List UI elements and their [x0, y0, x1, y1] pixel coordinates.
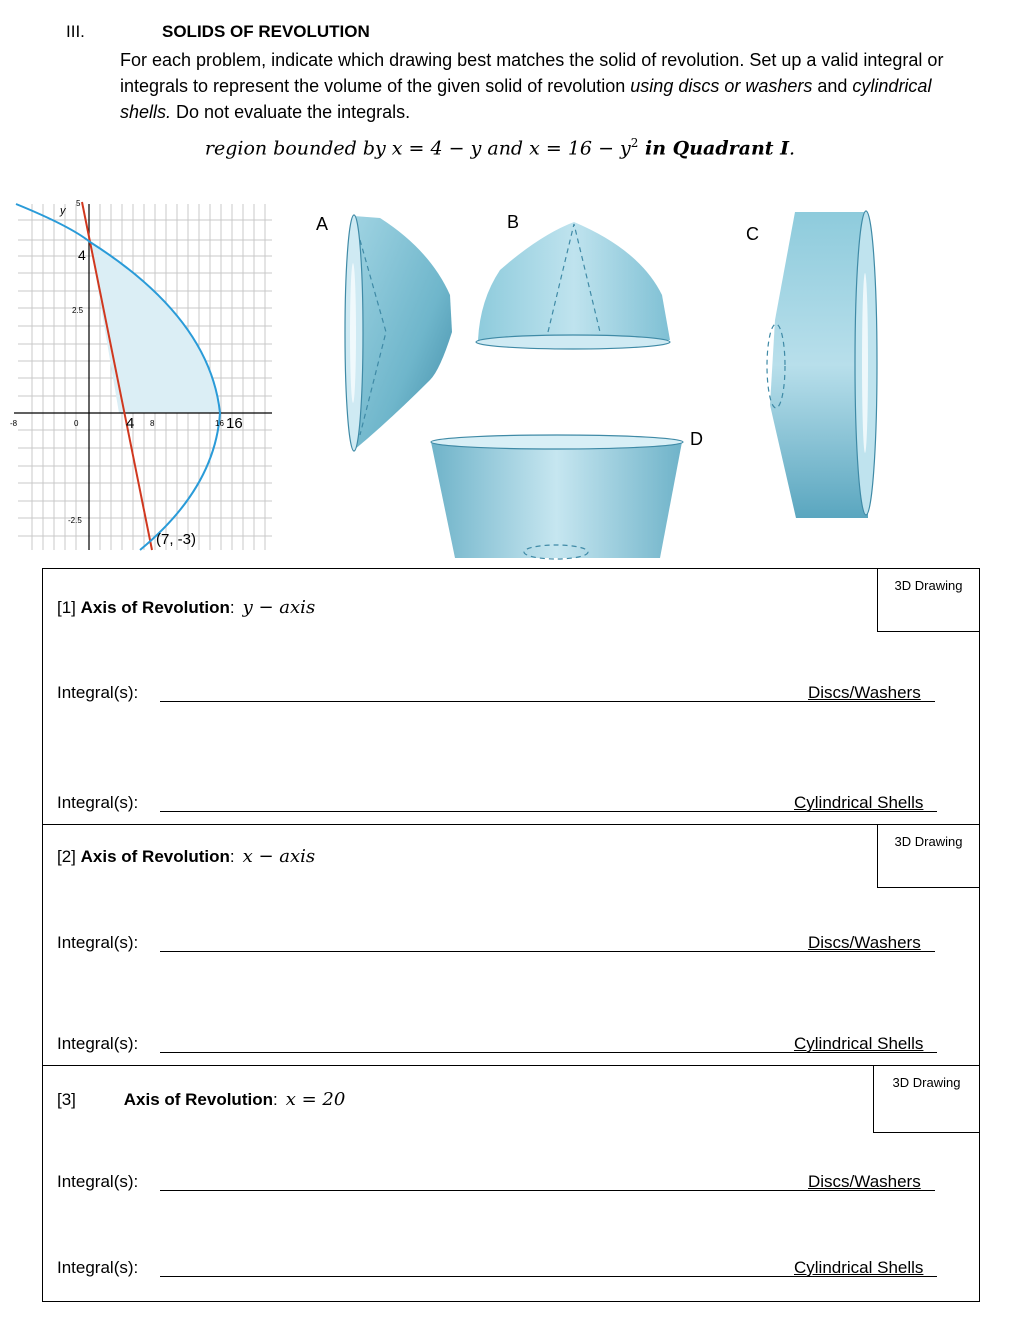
solid-d-top [431, 435, 683, 449]
region-quadrant: in Quadrant I [638, 137, 790, 160]
solid-d-body [431, 442, 682, 558]
problem-1-number: [1] [57, 598, 76, 617]
problem-1-axis-label: Axis of Revolution [80, 598, 230, 617]
instructions-text-1: For each problem, indicate which drawing best matches the solid of revolution. Set up a valid integral or integrals to represent the volume of the given solid of revolution [120, 50, 944, 96]
instructions-emphasis-2: cylindrical shells. [120, 76, 932, 122]
solid-d-label: D [690, 429, 703, 449]
tick-y-2-5: 2.5 [72, 306, 84, 315]
section-title: SOLIDS OF REVOLUTION [162, 22, 370, 41]
solid-a-label: A [316, 214, 329, 234]
solid-a [316, 214, 452, 451]
problem-3-method-1: Discs/Washers [808, 1172, 921, 1191]
problem-2 [42, 824, 980, 1066]
tick-x-0: 0 [74, 419, 79, 428]
problem-2-drawing-box[interactable] [877, 824, 980, 888]
solid-d [431, 429, 703, 559]
region-statement [0, 136, 1000, 159]
solid-b [476, 212, 670, 349]
instructions-text-2: and [812, 76, 853, 96]
solid-c-label: C [746, 224, 759, 244]
problem-3-axis: [3] Axis of Revolution: x = 20 [57, 1089, 346, 1110]
problem-2-axis: [2] Axis of Revolution: x − axis [57, 846, 316, 867]
region-period: . [789, 137, 796, 160]
problem-3-integral-label-1: Integral(s): [57, 1172, 139, 1191]
problem-2-method-2: Cylindrical Shells [794, 1034, 924, 1053]
instructions [120, 47, 970, 125]
tick-y-top: 5 [76, 199, 81, 208]
tick-x-16-small: 16 [215, 419, 224, 428]
problem-1-drawing-label: 3D Drawing [894, 578, 963, 593]
solid-c-highlight [862, 273, 868, 453]
problem-2-axis-value: x − axis [242, 846, 316, 867]
problem-2-method-1: Discs/Washers [808, 933, 921, 952]
solids-drawings [300, 200, 900, 570]
problem-3 [42, 1065, 980, 1302]
problem-3-method-2: Cylindrical Shells [794, 1258, 924, 1277]
tick-y-neg2-5: -2.5 [68, 516, 82, 525]
solid-b-base [476, 335, 670, 349]
problem-2-axis-label: Axis of Revolution [80, 847, 230, 866]
problem-3-drawing-label: 3D Drawing [892, 1075, 961, 1090]
instructions-emphasis-1: using discs or washers [630, 76, 813, 96]
problem-1-integral-label-1: Integral(s): [57, 683, 139, 702]
problem-1-axis-value: y − axis [242, 597, 316, 618]
section-number: III. [66, 22, 85, 41]
solid-a-highlight [350, 263, 356, 403]
solid-b-body [478, 222, 670, 340]
problem-1-method-1: Discs/Washers [808, 683, 921, 702]
problem-1-drawing-box[interactable] [877, 568, 980, 632]
problem-3-axis-label: Axis of Revolution [123, 1090, 273, 1109]
problem-3-integral-label-2: Integral(s): [57, 1258, 139, 1277]
y-axis-label: y [60, 205, 66, 217]
problem-2-number: [2] [57, 847, 76, 866]
tick-x-8: 8 [150, 419, 155, 428]
solid-c [746, 211, 877, 518]
tick-x-neg8: -8 [10, 419, 18, 428]
region-exponent: 2 [630, 136, 639, 150]
problem-2-integral-label-2: Integral(s): [57, 1034, 139, 1053]
problem-2-drawing-label: 3D Drawing [894, 834, 963, 849]
problem-1 [42, 568, 980, 825]
problem-2-integral-label-1: Integral(s): [57, 933, 139, 952]
problem-1-method-2: Cylindrical Shells [794, 793, 924, 812]
point-label: (7, -3) [156, 531, 197, 548]
instructions-text-3: Do not evaluate the integrals. [171, 102, 411, 122]
problem-3-number: [3] [57, 1090, 76, 1109]
solid-a-body [354, 216, 452, 450]
region-text: region bounded by x = 4 − y and x = 16 − y [204, 137, 631, 160]
problem-1-integral-label-2: Integral(s): [57, 793, 139, 812]
problem-1-axis: [1] Axis of Revolution: y − axis [57, 597, 316, 618]
tick-y-4: 4 [78, 247, 86, 263]
tick-x-16: 16 [226, 415, 243, 432]
problem-3-axis-value: x = 20 [285, 1089, 346, 1110]
problem-3-drawing-box[interactable] [873, 1065, 980, 1133]
tick-x-4: 4 [126, 415, 135, 432]
solid-b-label: B [507, 212, 520, 232]
solid-c-body [770, 212, 868, 518]
region-graph [10, 198, 275, 553]
